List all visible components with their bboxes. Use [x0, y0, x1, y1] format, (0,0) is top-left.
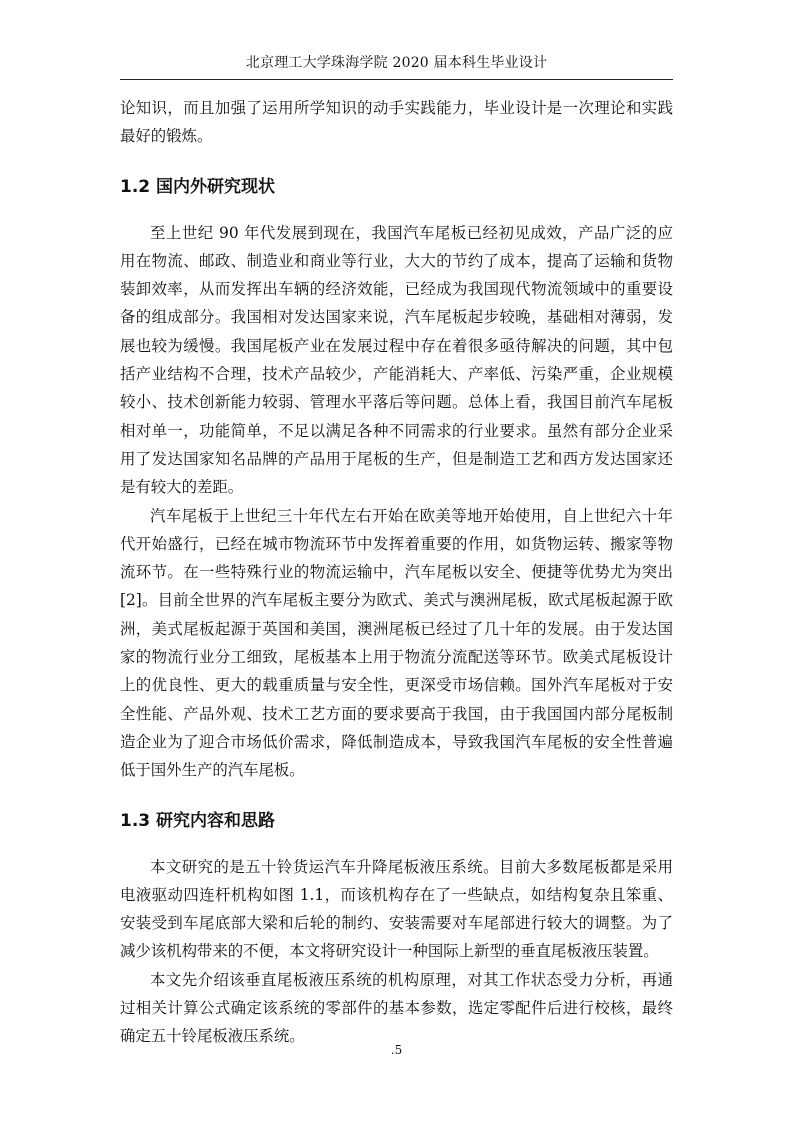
paragraph: [120, 853, 673, 966]
text-line: 流环节。在一些特殊行业的物流运输中，汽车尾板以安全、便捷等优势尤为突出: [120, 563, 673, 582]
text-line: 减少该机构带来的不便，本文将研究设计一种国际上新型的垂直尾板液压装置。: [120, 942, 659, 961]
text-line: 过相关计算公式确定该系统的零部件的基本参数，选定零配件后进行校核，最终: [120, 999, 673, 1018]
document-body: [120, 94, 673, 1051]
paragraph: [120, 966, 673, 1051]
section-heading: 1.3 研究内容和思路: [120, 810, 276, 831]
text-line: 代开始盛行，已经在城市物流环节中发挥着重要的作用，如货物运转、搬家等物: [120, 534, 673, 553]
text-line: 是有较大的差距。: [120, 478, 244, 497]
text-line: 上的优良性、更大的载重质量与安全性，更深受市场信赖。国外汽车尾板对于安: [120, 676, 673, 695]
paragraph: [120, 94, 673, 151]
text-line: 至上世纪 90 年代发展到现在，我国汽车尾板已经初见成效，产品广泛的应: [150, 223, 673, 242]
text-line: 安装受到车尾底部大梁和后轮的制约、安装需要对车尾部进行较大的调整。为了: [120, 914, 673, 933]
page-number: .5: [390, 1043, 403, 1057]
text-line: 汽车尾板于上世纪三十年代左右开始在欧美等地开始使用，自上世纪六十年: [150, 506, 673, 525]
section-heading: 1.2 国内外研究现状: [120, 176, 276, 197]
text-line: 装卸效率，从而发挥出车辆的经济效能，已经成为我国现代物流领域中的重要设: [120, 280, 673, 299]
text-line: 展也较为缓慢。我国尾板产业在发展过程中存在着很多亟待解决的问题，其中包: [120, 336, 673, 355]
text-line: 最好的锻炼。: [120, 127, 213, 146]
text-line: 较小、技术创新能力较弱、管理水平落后等问题。总体上看，我国目前汽车尾板: [120, 393, 673, 412]
text-line: 用了发达国家知名品牌的产品用于尾板的生产，但是制造工艺和西方发达国家还: [120, 449, 673, 468]
paragraph: [120, 219, 673, 502]
text-line: 本文研究的是五十铃货运汽车升降尾板液压系统。目前大多数尾板都是采用: [150, 857, 673, 876]
text-line: 相对单一，功能简单，不足以满足各种不同需求的行业要求。虽然有部分企业采: [120, 421, 673, 440]
text-line: 家的物流行业分工细致，尾板基本上用于物流分流配送等环节。欧美式尾板设计: [120, 648, 673, 667]
text-line: 全性能、产品外观、技术工艺方面的要求要高于我国，由于我国国内部分尾板制: [120, 704, 673, 723]
paragraph: [120, 502, 673, 785]
text-line: 电液驱动四连杆机构如图 1.1，而该机构存在了一些缺点，如结构复杂且笨重、: [120, 885, 673, 904]
text-line: 洲，美式尾板起源于英国和美国，澳洲尾板已经过了几十年的发展。由于发达国: [120, 619, 673, 638]
text-line: 本文先介绍该垂直尾板液压系统的机构原理，对其工作状态受力分析，再通: [150, 970, 673, 989]
text-line: 论知识，而且加强了运用所学知识的动手实践能力，毕业设计是一次理论和实践: [120, 99, 673, 117]
text-line: 括产业结构不合理，技术产品较少，产能消耗大、产率低、污染严重，企业规模: [120, 365, 673, 384]
text-line: [2]。目前全世界的汽车尾板主要分为欧式、美式与澳洲尾板，欧式尾板起源于欧: [120, 591, 673, 610]
text-line: 确定五十铃尾板液压系统。: [120, 1027, 305, 1046]
text-line: 用在物流、邮政、制造业和商业等行业，大大的节约了成本，提高了运输和货物: [120, 251, 673, 270]
text-line: 造企业为了迎合市场低价需求，降低制造成本，导致我国汽车尾板的安全性普遍: [120, 732, 673, 751]
text-line: 备的组成部分。我国相对发达国家来说，汽车尾板起步较晚，基础相对薄弱，发: [120, 308, 673, 327]
header-rule: [120, 79, 673, 80]
text-line: 低于国外生产的汽车尾板。: [120, 761, 305, 780]
page-header: 北京理工大学珠海学院 2020 届本科生毕业设计: [245, 55, 548, 71]
